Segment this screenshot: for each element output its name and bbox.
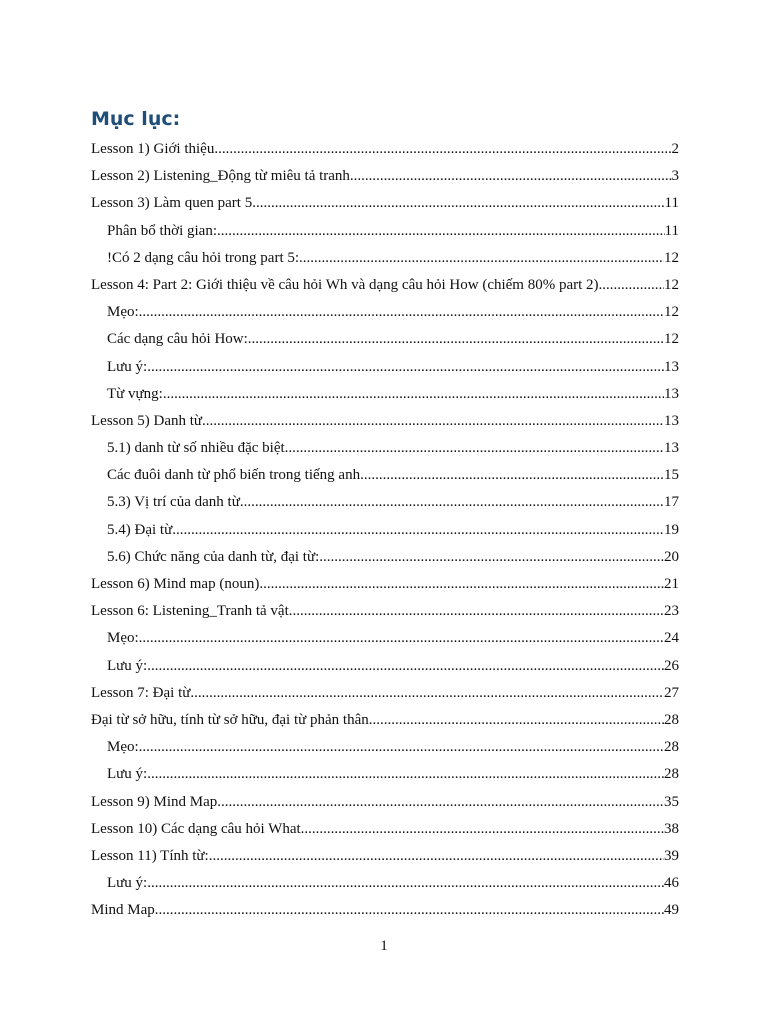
toc-dot-leader: [350, 163, 672, 190]
toc-list: [91, 136, 679, 924]
toc-dot-leader: [139, 734, 664, 761]
toc-dot-leader: [217, 218, 665, 245]
toc-entry[interactable]: [91, 680, 679, 707]
toc-entry[interactable]: [91, 816, 679, 843]
toc-entry-text: 5.3) Vị trí của danh từ: [107, 494, 240, 511]
toc-entry-text: Mẹo:: [107, 630, 139, 647]
toc-entry-text: Đại từ sở hữu, tính từ sở hữu, đại từ phản thân: [91, 711, 369, 728]
toc-dot-leader: [147, 354, 664, 381]
toc-entry-text: Phân bổ thời gian:: [107, 222, 218, 239]
toc-dot-leader: [301, 816, 664, 843]
toc-entry[interactable]: [91, 408, 679, 435]
toc-dot-leader: [147, 653, 664, 680]
page-number: 1: [380, 938, 388, 954]
toc-entry-text: Từ vựng:: [107, 385, 163, 402]
toc-entry[interactable]: [91, 435, 679, 462]
toc-entry-text: Lesson 11) Tính từ:: [91, 847, 209, 864]
toc-entry-text: Lesson 4: Part 2: Giới thiệu về câu hỏi Wh và dạng câu hỏi How (chiếm 80% part 2): [91, 276, 599, 293]
toc-dot-leader: [209, 843, 664, 870]
toc-dot-leader: [599, 272, 664, 299]
toc-entry[interactable]: [91, 354, 679, 381]
toc-entry-page: 21: [664, 576, 679, 592]
toc-entry-page: 28: [664, 711, 679, 728]
toc-entry[interactable]: [91, 789, 679, 816]
toc-entry-text: Lưu ý:: [107, 358, 148, 375]
toc-entry[interactable]: [91, 897, 679, 924]
toc-entry[interactable]: [91, 462, 679, 489]
toc-title: Mục lục:: [91, 108, 181, 130]
toc-entry[interactable]: [91, 245, 679, 272]
toc-entry-text: Lesson 6: Listening_Tranh tả vật: [91, 603, 289, 620]
toc-entry-page: 28: [664, 739, 679, 756]
toc-entry-text: Các dạng câu hỏi How:: [107, 331, 248, 348]
toc-dot-leader: [259, 571, 664, 598]
toc-entry-page: 12: [664, 331, 679, 348]
toc-entry[interactable]: [91, 489, 679, 516]
toc-dot-leader: [147, 870, 664, 897]
toc-entry[interactable]: [91, 598, 679, 625]
toc-entry-page: 46: [664, 875, 679, 892]
toc-dot-leader: [147, 761, 664, 788]
toc-entry-page: 28: [664, 766, 679, 783]
toc-entry-page: 26: [664, 657, 679, 674]
toc-entry-text: Lesson 5) Danh từ: [91, 412, 203, 429]
toc-entry[interactable]: [91, 843, 679, 870]
toc-dot-leader: [139, 299, 664, 326]
toc-dot-leader: [155, 897, 664, 924]
toc-entry-text: Mẹo:: [107, 304, 139, 321]
toc-entry[interactable]: [91, 625, 679, 652]
toc-entry[interactable]: [91, 517, 679, 544]
toc-entry-page: 12: [664, 249, 679, 266]
toc-dot-leader: [190, 680, 664, 707]
toc-entry-page: 38: [664, 820, 679, 837]
toc-entry-text: Lesson 9) Mind Map: [91, 793, 218, 810]
toc-dot-leader: [139, 625, 664, 652]
toc-entry-page: 11: [664, 195, 679, 212]
toc-entry[interactable]: [91, 272, 679, 299]
toc-entry-text: Lesson 6) Mind map (noun): [91, 576, 260, 592]
toc-entry-page: 3: [671, 168, 679, 185]
toc-entry-page: 19: [664, 521, 679, 538]
toc-entry[interactable]: [91, 870, 679, 897]
toc-entry-text: Mind Map: [91, 902, 155, 919]
table-of-contents: [91, 106, 679, 924]
toc-entry-page: 24: [664, 630, 679, 647]
toc-dot-leader: [214, 136, 671, 163]
toc-entry-page: 13: [664, 385, 679, 402]
toc-entry-text: Lesson 7: Đại từ: [91, 684, 191, 701]
toc-entry[interactable]: [91, 299, 679, 326]
toc-entry-page: 13: [664, 412, 679, 429]
toc-entry-page: 2: [671, 141, 679, 157]
toc-entry[interactable]: [91, 653, 679, 680]
toc-entry-text: Lesson 2) Listening_Động từ miêu tả tranh: [91, 168, 350, 185]
toc-dot-leader: [319, 544, 664, 571]
toc-entry-page: 12: [664, 276, 679, 293]
toc-entry[interactable]: [91, 571, 679, 598]
toc-entry-text: 5.6) Chức năng của danh từ, đại từ:: [107, 548, 320, 565]
toc-dot-leader: [202, 408, 664, 435]
toc-entry-page: 13: [664, 358, 679, 375]
toc-entry-page: 17: [664, 494, 679, 511]
toc-entry-page: 49: [664, 902, 679, 919]
toc-dot-leader: [360, 462, 664, 489]
toc-entry-page: 27: [664, 684, 679, 701]
toc-entry-text: Lưu ý:: [107, 657, 148, 674]
toc-entry-text: !Có 2 dạng câu hỏi trong part 5:: [107, 249, 300, 266]
toc-entry-text: Các đuôi danh từ phổ biến trong tiếng anh: [107, 467, 361, 484]
toc-entry-page: 12: [664, 304, 679, 321]
toc-entry-text: Lesson 10) Các dạng câu hỏi What: [91, 820, 301, 837]
toc-entry-text: Lưu ý:: [107, 766, 148, 783]
toc-entry[interactable]: [91, 190, 679, 217]
toc-entry[interactable]: [91, 218, 679, 245]
toc-entry-page: 11: [664, 222, 679, 239]
toc-dot-leader: [172, 517, 664, 544]
toc-entry[interactable]: [91, 734, 679, 761]
toc-dot-leader: [240, 489, 664, 516]
toc-entry[interactable]: [91, 707, 679, 734]
toc-dot-leader: [369, 707, 664, 734]
toc-entry[interactable]: [91, 381, 679, 408]
toc-entry[interactable]: [91, 544, 679, 571]
toc-entry-text: 5.4) Đại từ: [107, 521, 173, 538]
toc-entry-page: 23: [664, 603, 679, 620]
toc-dot-leader: [248, 326, 664, 353]
toc-entry-text: Mẹo:: [107, 739, 139, 756]
toc-entry-text: 5.1) danh từ số nhiều đặc biệt: [107, 440, 285, 457]
toc-entry[interactable]: [91, 326, 679, 353]
toc-entry[interactable]: [91, 136, 679, 163]
toc-entry-page: 20: [664, 548, 679, 565]
toc-dot-leader: [289, 598, 664, 625]
toc-dot-leader: [217, 789, 664, 816]
toc-entry-page: 13: [664, 440, 679, 457]
toc-entry[interactable]: [91, 761, 679, 788]
toc-dot-leader: [285, 435, 664, 462]
toc-dot-leader: [163, 381, 664, 408]
toc-entry-page: 15: [664, 467, 679, 484]
toc-entry-text: Lesson 3) Làm quen part 5: [91, 195, 253, 212]
toc-entry-text: Lưu ý:: [107, 875, 148, 892]
toc-entry-text: Lesson 1) Giới thiệu: [91, 141, 215, 157]
toc-dot-leader: [252, 190, 664, 217]
toc-entry-page: 35: [664, 793, 679, 810]
toc-dot-leader: [299, 245, 664, 272]
toc-entry[interactable]: [91, 163, 679, 190]
toc-entry-page: 39: [664, 847, 679, 864]
